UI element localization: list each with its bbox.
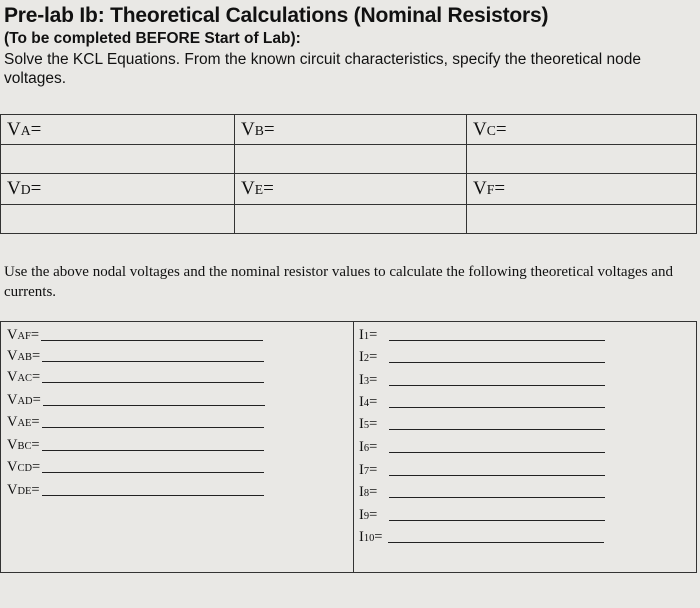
- cell-ve[interactable]: VE=: [235, 174, 467, 204]
- cell-ve-answer[interactable]: [235, 204, 467, 233]
- answer-line-i5[interactable]: [389, 428, 605, 430]
- answer-line-i4[interactable]: [389, 406, 605, 408]
- row-vad: VAD=: [7, 392, 265, 409]
- row-vcd: VCD=: [7, 459, 264, 476]
- page-title: Pre-lab Ib: Theoretical Calculations (Nominal Resistors): [4, 4, 549, 27]
- row-i10: I10=: [359, 529, 604, 546]
- row-i2: I2=: [359, 349, 605, 366]
- cell-vc-answer[interactable]: [467, 145, 697, 174]
- cell-vd-answer[interactable]: [1, 204, 235, 233]
- calc-instructions: Use the above nodal voltages and the nominal resistor values to calculate the following theoretical voltages and currents.: [4, 264, 673, 300]
- instructions: Solve the KCL Equations. From the known circuit characteristics, specify the theoretical node voltages.: [4, 51, 641, 87]
- row-vac: VAC=: [7, 369, 264, 386]
- answer-line-vac[interactable]: [42, 381, 264, 383]
- subtitle: (To be completed BEFORE Start of Lab):: [4, 30, 301, 47]
- answer-line-i10[interactable]: [388, 541, 604, 543]
- cell-vd[interactable]: VD=: [1, 174, 235, 204]
- cell-va-answer[interactable]: [1, 145, 235, 174]
- answer-line-i9[interactable]: [389, 519, 605, 521]
- cell-vc[interactable]: VC=: [467, 115, 697, 145]
- answer-line-vad[interactable]: [43, 404, 265, 406]
- answer-line-vab[interactable]: [42, 360, 264, 362]
- row-i4: I4=: [359, 394, 605, 411]
- node-voltage-table: [0, 114, 697, 234]
- row-vaf: VAF=: [7, 327, 263, 344]
- row-vab: VAB=: [7, 348, 264, 365]
- row-vae: VAE=: [7, 414, 264, 431]
- cell-va[interactable]: VA=: [1, 115, 235, 145]
- answer-line-vaf[interactable]: [41, 339, 263, 341]
- row-vbc: VBC=: [7, 437, 264, 454]
- answer-line-vde[interactable]: [42, 494, 264, 496]
- row-i3: I3=: [359, 372, 605, 389]
- answer-line-i8[interactable]: [389, 496, 605, 498]
- cell-vb-answer[interactable]: [235, 145, 467, 174]
- cell-vb[interactable]: VB=: [235, 115, 467, 145]
- row-vde: VDE=: [7, 482, 264, 499]
- row-i7: I7=: [359, 462, 605, 479]
- answer-line-i6[interactable]: [389, 451, 605, 453]
- answer-line-vae[interactable]: [42, 426, 264, 428]
- answer-line-vbc[interactable]: [42, 449, 264, 451]
- row-i8: I8=: [359, 484, 605, 501]
- column-divider: [353, 322, 354, 572]
- answer-line-i3[interactable]: [389, 384, 605, 386]
- answer-line-i1[interactable]: [389, 339, 605, 341]
- row-i9: I9=: [359, 507, 605, 524]
- row-i6: I6=: [359, 439, 605, 456]
- row-i1: I1=: [359, 327, 605, 344]
- cell-vf[interactable]: VF=: [467, 174, 697, 204]
- answer-line-i7[interactable]: [389, 474, 605, 476]
- answer-line-i2[interactable]: [389, 361, 605, 363]
- answer-line-vcd[interactable]: [42, 471, 264, 473]
- row-i5: I5=: [359, 416, 605, 433]
- cell-vf-answer[interactable]: [467, 204, 697, 233]
- calculation-box: [0, 321, 697, 573]
